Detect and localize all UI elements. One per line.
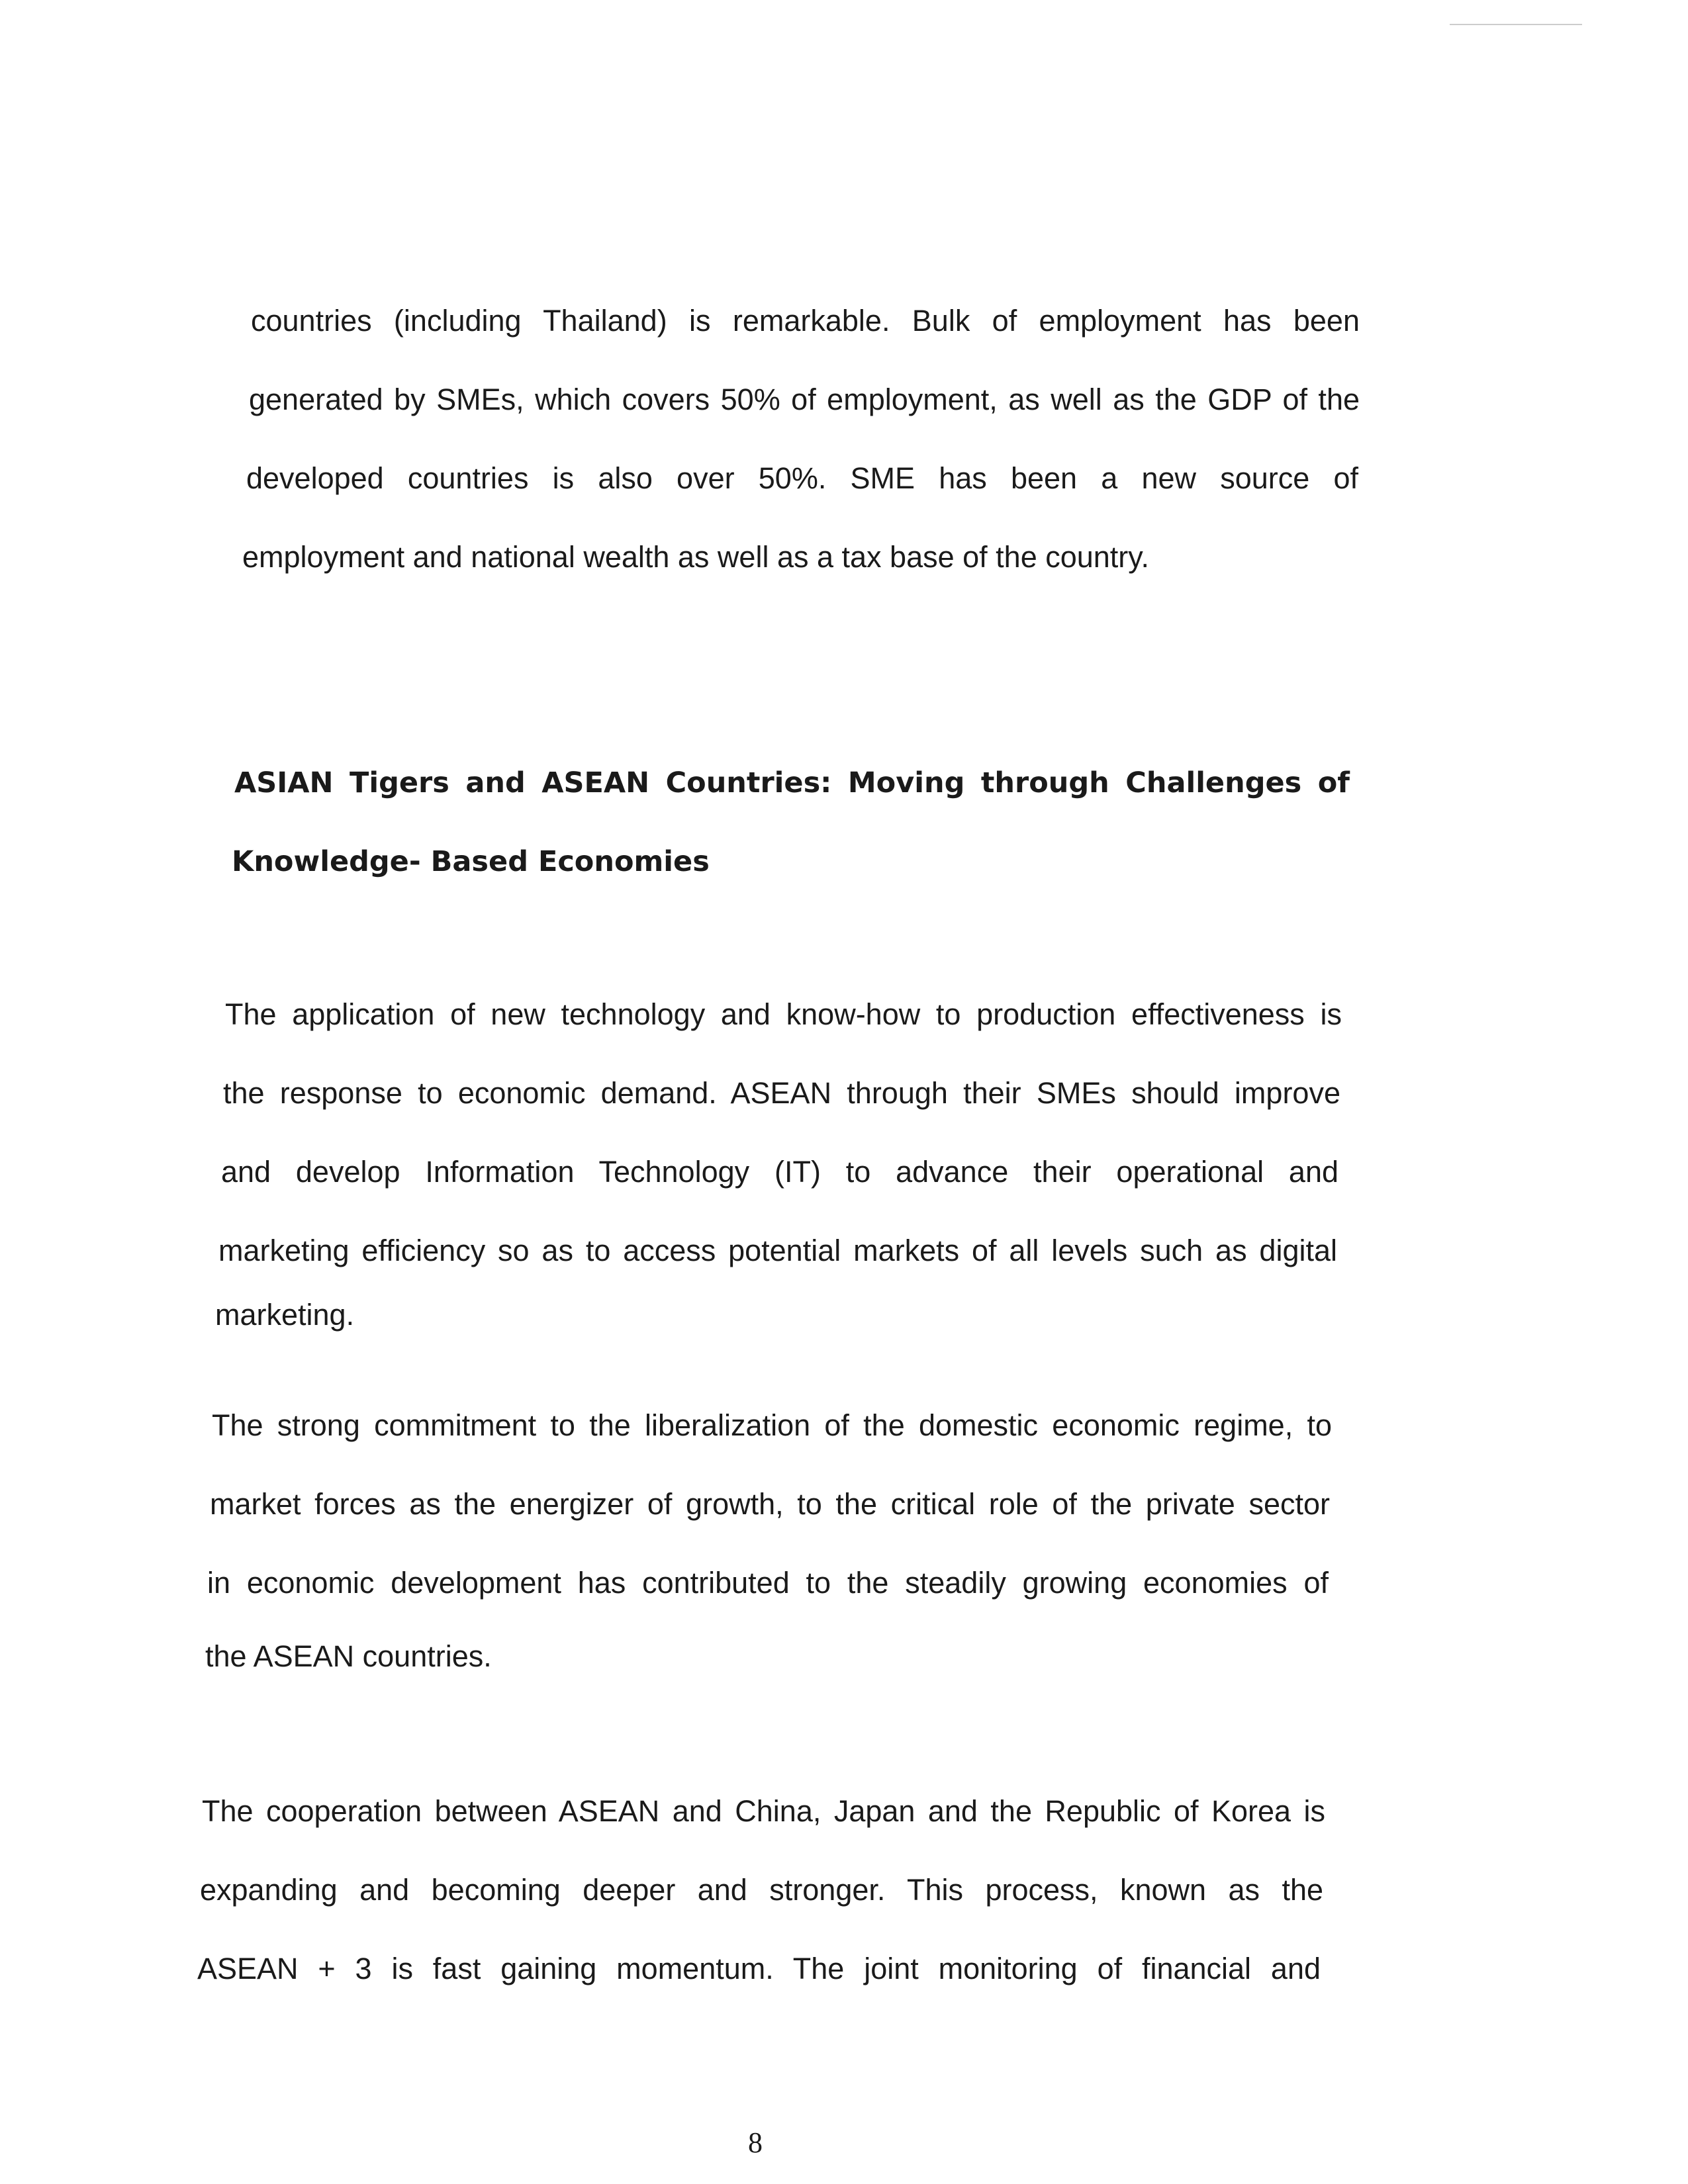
paragraph-1-line: countries (including Thailand) is remarkable. Bulk of employment has been xyxy=(251,304,1360,338)
paragraph-4-line: The cooperation between ASEAN and China, Japan and the Republic of Korea is xyxy=(202,1794,1325,1828)
paragraph-4-line: ASEAN + 3 is fast gaining momentum. The joint monitoring of financial and xyxy=(197,1952,1321,1985)
section-heading-line: Knowledge- Based Economies xyxy=(232,845,710,878)
paragraph-3-line: the ASEAN countries. xyxy=(205,1639,492,1673)
paragraph-4-line: expanding and becoming deeper and stronger. This process, known as the xyxy=(200,1873,1323,1907)
paragraph-3-line: in economic development has contributed to the steadily growing economies of xyxy=(207,1566,1329,1600)
scan-artifact xyxy=(1450,24,1582,25)
paragraph-2-line: and develop Information Technology (IT) to advance their operational and xyxy=(221,1155,1338,1189)
paragraph-3-line: market forces as the energizer of growth, to the critical role of the private sector xyxy=(210,1487,1330,1521)
paragraph-2-line: the response to economic demand. ASEAN through their SMEs should improve xyxy=(223,1076,1340,1110)
paragraph-2-line: marketing. xyxy=(215,1298,355,1332)
paragraph-2-line: marketing efficiency so as to access potential markets of all levels such as digital xyxy=(218,1234,1337,1267)
paragraph-1-line: developed countries is also over 50%. SME has been a new source of xyxy=(246,461,1358,495)
paragraph-2-line: The application of new technology and know-how to production effectiveness is xyxy=(225,997,1342,1031)
paragraph-3-line: The strong commitment to the liberalization of the domestic economic regime, to xyxy=(212,1408,1332,1442)
section-heading-line: ASIAN Tigers and ASEAN Countries: Moving through Challenges of xyxy=(234,766,1350,799)
paragraph-1-line: generated by SMEs, which covers 50% of employment, as well as the GDP of the xyxy=(249,383,1360,416)
page-number: 8 xyxy=(748,2126,763,2159)
paragraph-1-line: employment and national wealth as well as a tax base of the country. xyxy=(242,540,1149,574)
